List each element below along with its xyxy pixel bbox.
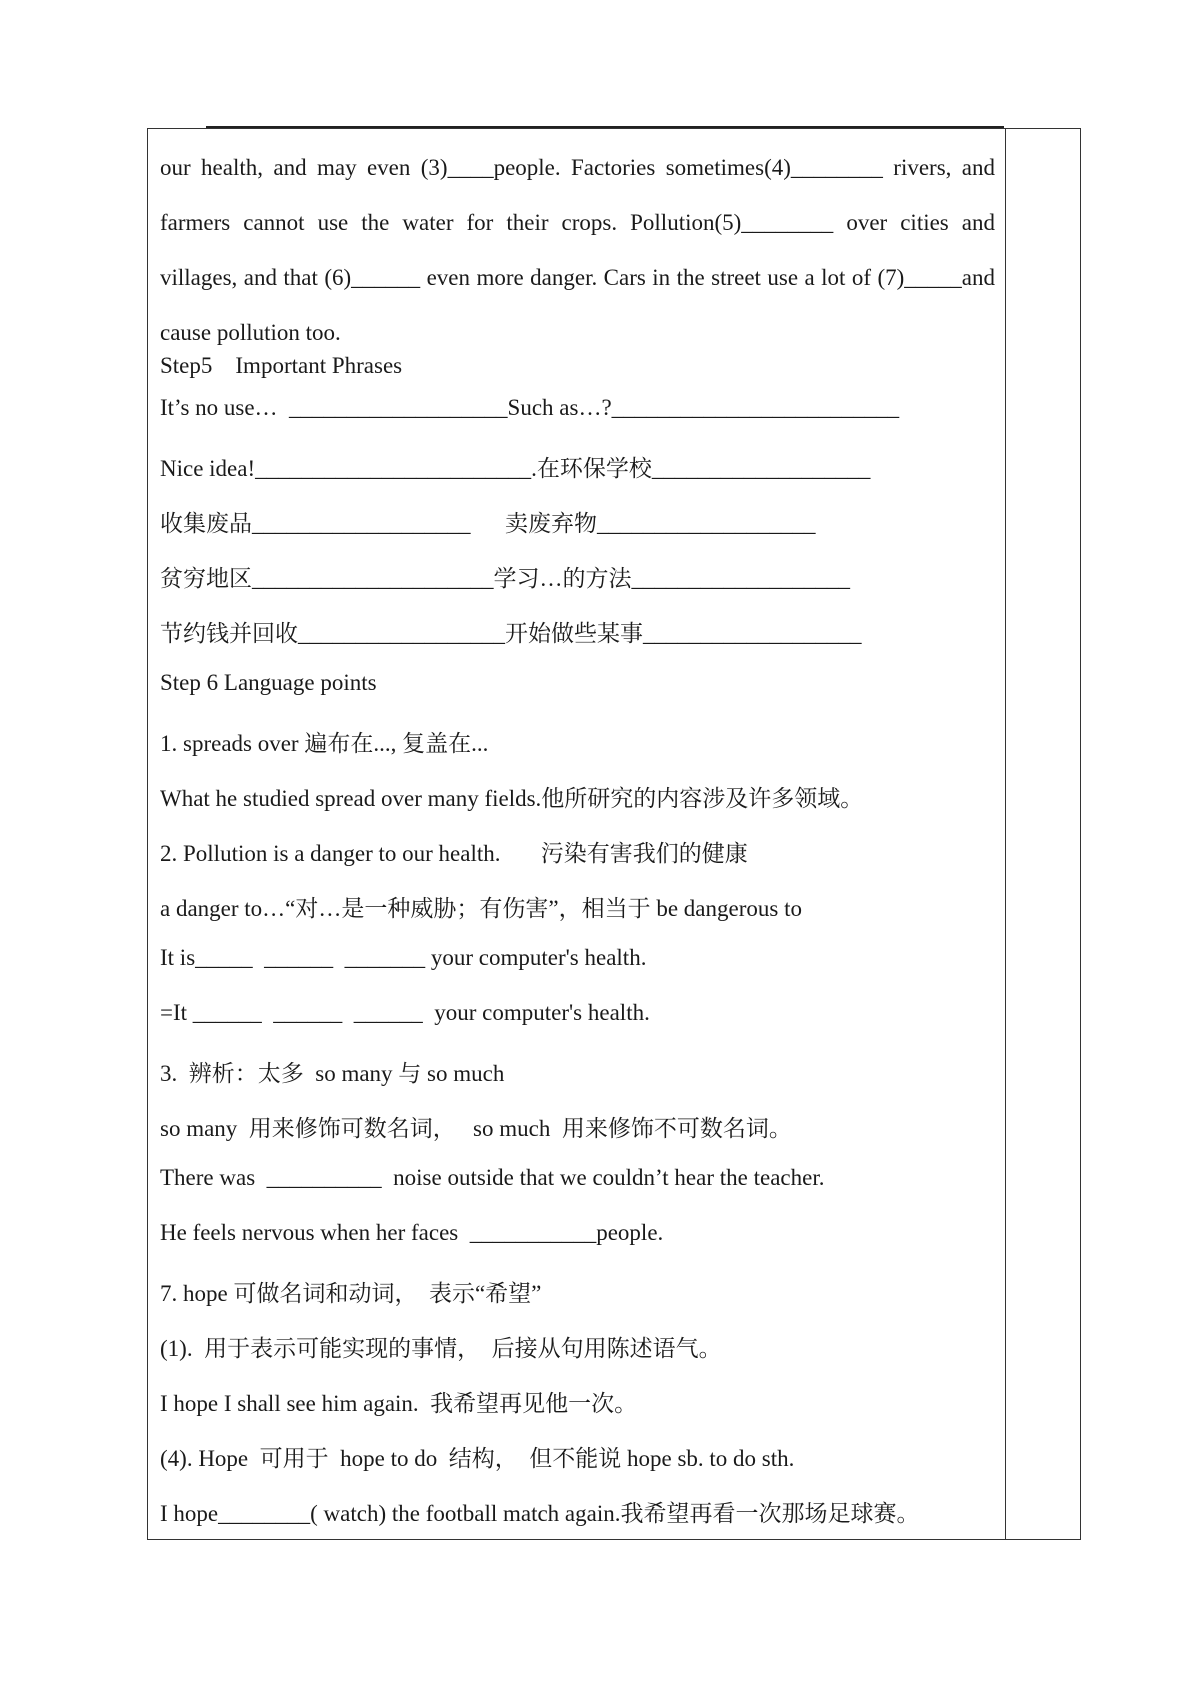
example-sentence: I hope I shall see him again. 我希望再见他一次。 xyxy=(160,1391,638,1416)
phrase-line: It’s no use… ___________________Such as…?_________________________ xyxy=(160,395,900,420)
language-point: 7. hope 可做名词和动词， 表示“希望” xyxy=(160,1281,542,1306)
exercise-line: He feels nervous when her faces ___________people. xyxy=(160,1220,664,1245)
phrase-line: 贫穷地区_____________________学习…的方法___________________ xyxy=(160,566,850,591)
step6-heading: Step 6 Language points xyxy=(160,670,377,695)
column-divider xyxy=(1005,128,1006,1540)
example-sentence: What he studied spread over many fields.他所研究的内容涉及许多领域。 xyxy=(160,786,864,811)
main-cell xyxy=(160,128,995,1526)
language-point: 1. spreads over 遍布在..., 复盖在... xyxy=(160,731,489,756)
language-point: 3. 辨析：太多 so many 与 so much xyxy=(160,1061,505,1086)
step5-heading: Step5 Important Phrases xyxy=(160,353,403,378)
explanation-line: (1). 用于表示可能实现的事情， 后接从句用陈述语气。 xyxy=(160,1336,722,1361)
explanation-line: a danger to…“对…是一种威胁；有伤害”，相当于 be dangerous to xyxy=(160,896,802,921)
exercise-line: I hope________( watch) the football match again.我希望再看一次那场足球赛。 xyxy=(160,1501,920,1526)
phrase-line: Nice idea!________________________.在环保学校___________________ xyxy=(160,456,871,481)
phrase-line: 节约钱并回收__________________开始做些某事___________________ xyxy=(160,621,862,646)
phrase-line: 收集废品___________________ 卖废弃物___________________ xyxy=(160,511,816,536)
passage-paragraph: our health, and may even (3)____people. Factories sometimes(4)________ rivers, and farmers cannot use the water for their crops. Pollution(5)________ over cities and villages, and that (6)______ even more danger. Cars in the street use a lot of (7)_____and cause pollution too. xyxy=(160,155,995,345)
exercise-line: =It ______ ______ ______ your computer's health. xyxy=(160,1000,650,1025)
explanation-line: (4). Hope 可用于 hope to do 结构， 但不能说 hope sb. to do sth. xyxy=(160,1446,795,1471)
exercise-line: There was __________ noise outside that we couldn’t hear the teacher. xyxy=(160,1165,825,1190)
exercise-line: It is_____ ______ _______ your computer's health. xyxy=(160,945,647,970)
language-point: 2. Pollution is a danger to our health. 污染有害我们的健康 xyxy=(160,841,748,866)
explanation-line: so many 用来修饰可数名词， so much 用来修饰不可数名词。 xyxy=(160,1116,792,1141)
